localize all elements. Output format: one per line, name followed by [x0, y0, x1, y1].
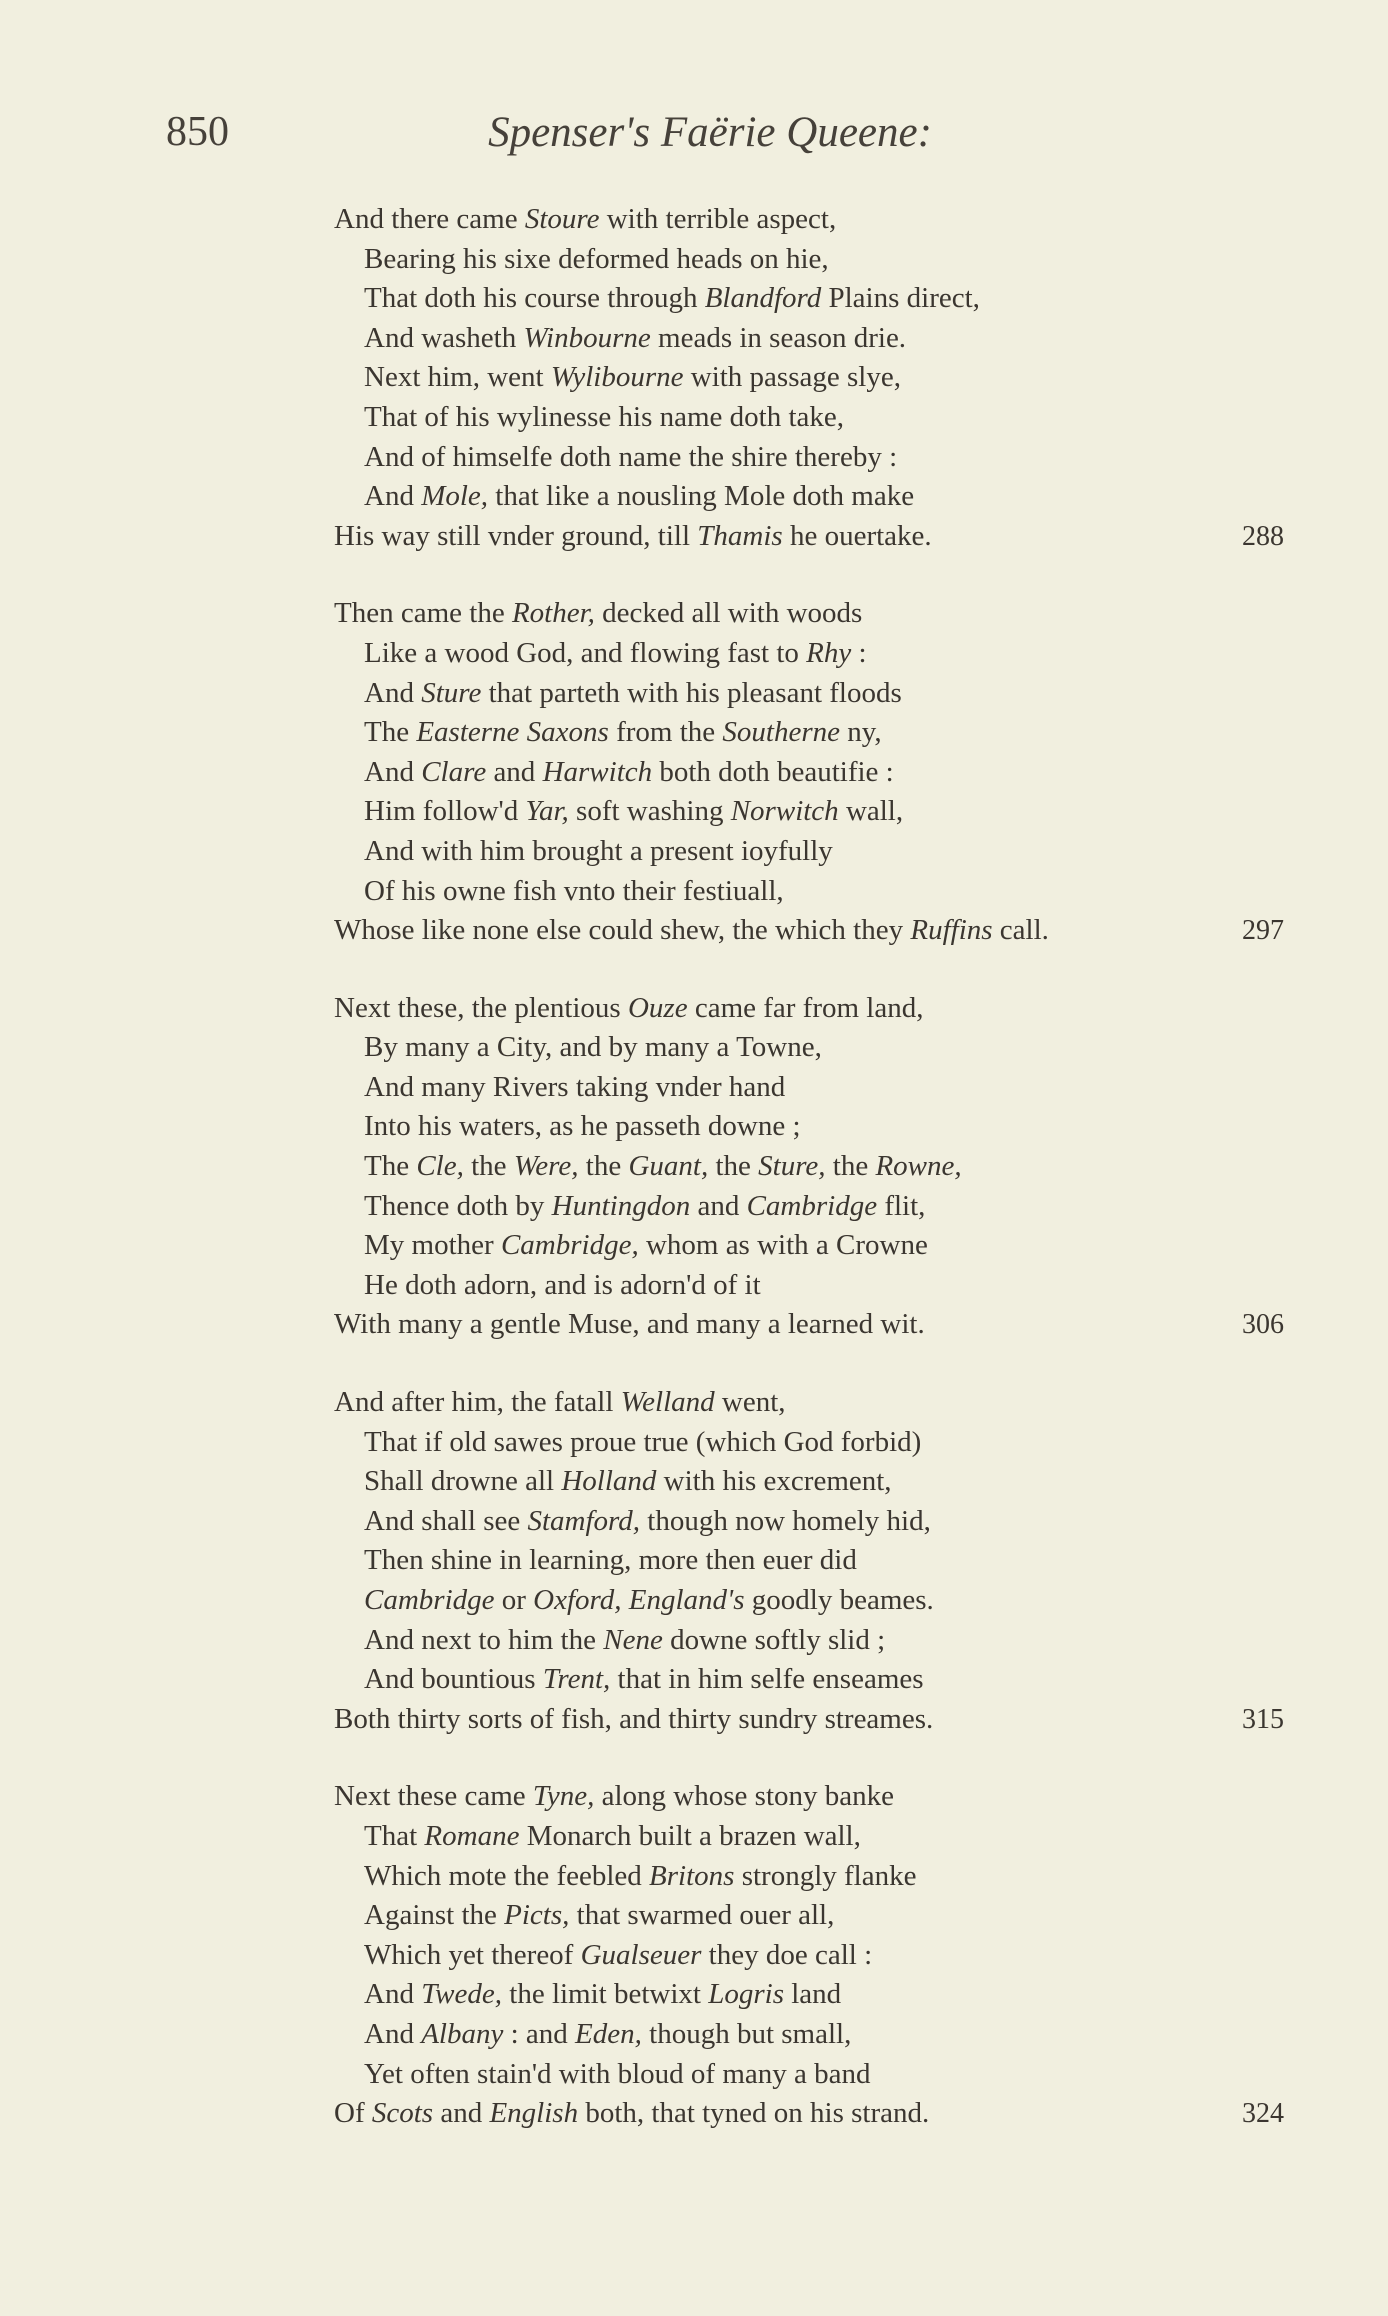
- stanza: [0, 594, 1388, 950]
- line-number: 306: [1242, 1309, 1284, 1341]
- verse-text: And Clare and Harwitch both doth beautifie :: [364, 755, 894, 788]
- verse-text: And with him brought a present ioyfully: [364, 834, 833, 867]
- verse-line: [0, 1028, 1388, 1068]
- proper-name: Thamis: [697, 519, 783, 552]
- verse-line: [0, 1502, 1388, 1542]
- proper-name: Clare: [421, 755, 487, 788]
- proper-name: Trent,: [542, 1663, 611, 1696]
- verse-line: [0, 872, 1388, 912]
- verse-text: Then shine in learning, more then euer did: [364, 1544, 857, 1577]
- verse-line: [0, 1857, 1388, 1897]
- verse-text: That doth his course through Blandford Plains direct,: [364, 282, 980, 315]
- verse-line: [0, 1462, 1388, 1502]
- verse-text: Then came the Rother, decked all with woods: [334, 597, 863, 630]
- verse-text: And of himselfe doth name the shire thereby :: [364, 440, 898, 473]
- proper-name: Holland: [561, 1465, 657, 1498]
- verse-line: [0, 517, 1388, 557]
- proper-name: Rother,: [511, 597, 595, 630]
- verse-line: [0, 1777, 1388, 1817]
- verse-text: And Albany : and Eden, though but small,: [364, 2017, 852, 2050]
- verse-line: [0, 319, 1388, 359]
- proper-name: Norwitch: [730, 795, 839, 828]
- proper-name: Harwitch: [542, 755, 653, 788]
- verse-text: And Mole, that like a nousling Mole doth make: [364, 480, 915, 513]
- verse-line: [0, 2055, 1388, 2095]
- proper-name: Gualseuer: [580, 1938, 702, 1971]
- stanza: [0, 989, 1388, 1345]
- verse-line: [0, 1226, 1388, 1266]
- proper-name: Rhy: [806, 636, 852, 669]
- verse-line: [0, 1896, 1388, 1936]
- verse-line: [0, 1147, 1388, 1187]
- verse-text: Next these came Tyne, along whose stony banke: [334, 1780, 894, 1813]
- proper-name: Ruffins: [910, 914, 993, 947]
- verse-line: [0, 1541, 1388, 1581]
- verse-text: And Sture that parteth with his pleasant floods: [364, 676, 902, 709]
- verse-text: By many a City, and by many a Towne,: [364, 1031, 822, 1064]
- verse-line: [0, 1621, 1388, 1661]
- proper-name: Ouze: [627, 991, 688, 1024]
- verse-text: He doth adorn, and is adorn'd of it: [364, 1268, 761, 1301]
- proper-name: Logris: [708, 1978, 784, 2011]
- proper-name: Picts,: [504, 1899, 570, 1932]
- verse-text: Next him, went Wylibourne with passage slye,: [364, 361, 901, 394]
- verse-text: The Cle, the Were, the Guant, the Sture, the Rowne,: [364, 1150, 962, 1183]
- proper-name: Cambridge: [746, 1189, 878, 1222]
- verse-text: Which yet thereof Gualseuer they doe call :: [364, 1938, 873, 1971]
- verse-text: Whose like none else could shew, the which they Ruffins call.: [334, 914, 1049, 947]
- proper-name: Romane: [424, 1819, 520, 1852]
- proper-name: Blandford: [704, 282, 822, 315]
- verse-text: And bountious Trent, that in him selfe enseames: [364, 1663, 924, 1696]
- proper-name: Easterne Saxons: [416, 716, 609, 749]
- verse-text: His way still vnder ground, till Thamis he ouertake.: [334, 519, 932, 552]
- proper-name: Oxford, England's: [533, 1584, 745, 1616]
- page-number: 850: [166, 109, 229, 155]
- verse-text: My mother Cambridge, whom as with a Crowne: [364, 1229, 928, 1262]
- proper-name: Cambridge,: [500, 1229, 639, 1262]
- verse-text: Which mote the feebled Britons strongly flanke: [364, 1859, 917, 1892]
- verse-line: [0, 1305, 1388, 1345]
- line-number: 315: [1242, 1703, 1284, 1735]
- proper-name: Southerne: [722, 716, 840, 749]
- proper-name: Stamford,: [527, 1504, 641, 1537]
- line-number: 288: [1242, 520, 1284, 552]
- verse-text: Bearing his sixe deformed heads on hie,: [364, 242, 829, 275]
- stanza: [0, 200, 1388, 556]
- verse-line: [0, 911, 1388, 951]
- verse-line: [0, 1700, 1388, 1740]
- verse-text: Of Scots and English both, that tyned on his strand.: [334, 2097, 930, 2130]
- proper-name: Tyne,: [532, 1780, 595, 1813]
- verse-line: [0, 792, 1388, 832]
- verse-text: With many a gentle Muse, and many a learned wit.: [334, 1308, 925, 1341]
- proper-name: Nene: [603, 1623, 663, 1656]
- verse-line: [0, 1068, 1388, 1108]
- verse-text: That Romane Monarch built a brazen wall,: [364, 1819, 861, 1852]
- stanza: [0, 1383, 1388, 1739]
- proper-name: Huntingdon: [551, 1189, 691, 1222]
- verse-line: [0, 2015, 1388, 2055]
- verse-text: And next to him the Nene downe softly slid ;: [364, 1623, 886, 1656]
- verse-line: [0, 1107, 1388, 1147]
- verse-line: [0, 438, 1388, 478]
- verse-text: The Easterne Saxons from the Southerne ny,: [364, 716, 882, 749]
- proper-name: Winbourne: [523, 321, 651, 354]
- verse-line: [0, 1975, 1388, 2015]
- verse-line: [0, 1423, 1388, 1463]
- proper-name: Britons: [649, 1859, 735, 1892]
- verse-line: [0, 1266, 1388, 1306]
- page-header: [0, 108, 1388, 168]
- proper-name: Albany: [421, 2017, 504, 2050]
- proper-name: Rowne,: [875, 1150, 962, 1183]
- verse-text: That if old sawes proue true (which God forbid): [364, 1425, 922, 1458]
- proper-name: Wylibourne: [550, 361, 684, 394]
- proper-name: Welland: [620, 1386, 715, 1419]
- verse-text: Thence doth by Huntingdon and Cambridge flit,: [364, 1189, 926, 1222]
- verse-line: [0, 477, 1388, 517]
- verse-line: [0, 753, 1388, 793]
- verse-text: Cambridge or Oxford, England's goodly beames.: [364, 1584, 934, 1616]
- verse-line: [0, 279, 1388, 319]
- proper-name: Cambridge: [364, 1584, 495, 1616]
- verse-line: [0, 832, 1388, 872]
- proper-name: Eden,: [575, 2017, 642, 2050]
- proper-name: Stoure: [524, 203, 600, 235]
- verse-line: [0, 358, 1388, 398]
- stanza: [0, 1777, 1388, 2133]
- verse-text: And washeth Winbourne meads in season drie.: [364, 321, 907, 354]
- proper-name: Were,: [513, 1150, 579, 1183]
- verse-text: Shall drowne all Holland with his excrement,: [364, 1465, 892, 1498]
- verse-text: And after him, the fatall Welland went,: [334, 1386, 786, 1419]
- verse-line: [0, 1187, 1388, 1227]
- verse-line: [0, 594, 1388, 634]
- verse-line: [0, 1581, 1388, 1621]
- verse-text: And many Rivers taking vnder hand: [364, 1070, 786, 1103]
- proper-name: Mole,: [421, 480, 489, 513]
- line-number: 297: [1242, 915, 1284, 947]
- verse-text: And Twede, the limit betwixt Logris land: [364, 1978, 842, 2011]
- verse-text: Yet often stain'd with bloud of many a band: [364, 2057, 871, 2090]
- verse-text: Of his owne fish vnto their festiuall,: [364, 874, 784, 907]
- line-number: 324: [1242, 2098, 1284, 2130]
- verse-text: Into his waters, as he passeth downe ;: [364, 1110, 801, 1143]
- verse-line: [0, 1936, 1388, 1976]
- proper-name: Sture,: [758, 1150, 826, 1183]
- verse-text: Him follow'd Yar, soft washing Norwitch wall,: [364, 795, 904, 828]
- verse-line: [0, 398, 1388, 438]
- verse-line: [0, 240, 1388, 280]
- running-title: Spenser's Faërie Queene:: [488, 109, 932, 156]
- verse-line: [0, 1383, 1388, 1423]
- verse-line: [0, 1817, 1388, 1857]
- proper-name: Sture: [421, 676, 482, 709]
- verse-text: And there came Stoure with terrible aspect,: [334, 203, 837, 235]
- verse-line: [0, 713, 1388, 753]
- verse-line: [0, 674, 1388, 714]
- poem-body: [0, 200, 1388, 2172]
- verse-text: Against the Picts, that swarmed ouer all,: [364, 1899, 835, 1932]
- proper-name: Twede,: [421, 1978, 503, 2011]
- verse-line: [0, 989, 1388, 1029]
- verse-text: That of his wylinesse his name doth take,: [364, 400, 845, 433]
- proper-name: Cle,: [416, 1150, 464, 1183]
- verse-text: Both thirty sorts of fish, and thirty sundry streames.: [334, 1702, 934, 1735]
- verse-line: [0, 2094, 1388, 2134]
- verse-text: Like a wood God, and flowing fast to Rhy :: [364, 636, 867, 669]
- verse-line: [0, 200, 1388, 240]
- proper-name: Yar,: [525, 795, 569, 828]
- proper-name: Guant,: [628, 1150, 709, 1183]
- verse-line: [0, 1660, 1388, 1700]
- proper-name: Scots: [371, 2097, 434, 2130]
- verse-line: [0, 634, 1388, 674]
- proper-name: English: [489, 2097, 579, 2130]
- verse-text: And shall see Stamford, though now homely hid,: [364, 1504, 931, 1537]
- verse-text: Next these, the plentious Ouze came far from land,: [334, 991, 924, 1024]
